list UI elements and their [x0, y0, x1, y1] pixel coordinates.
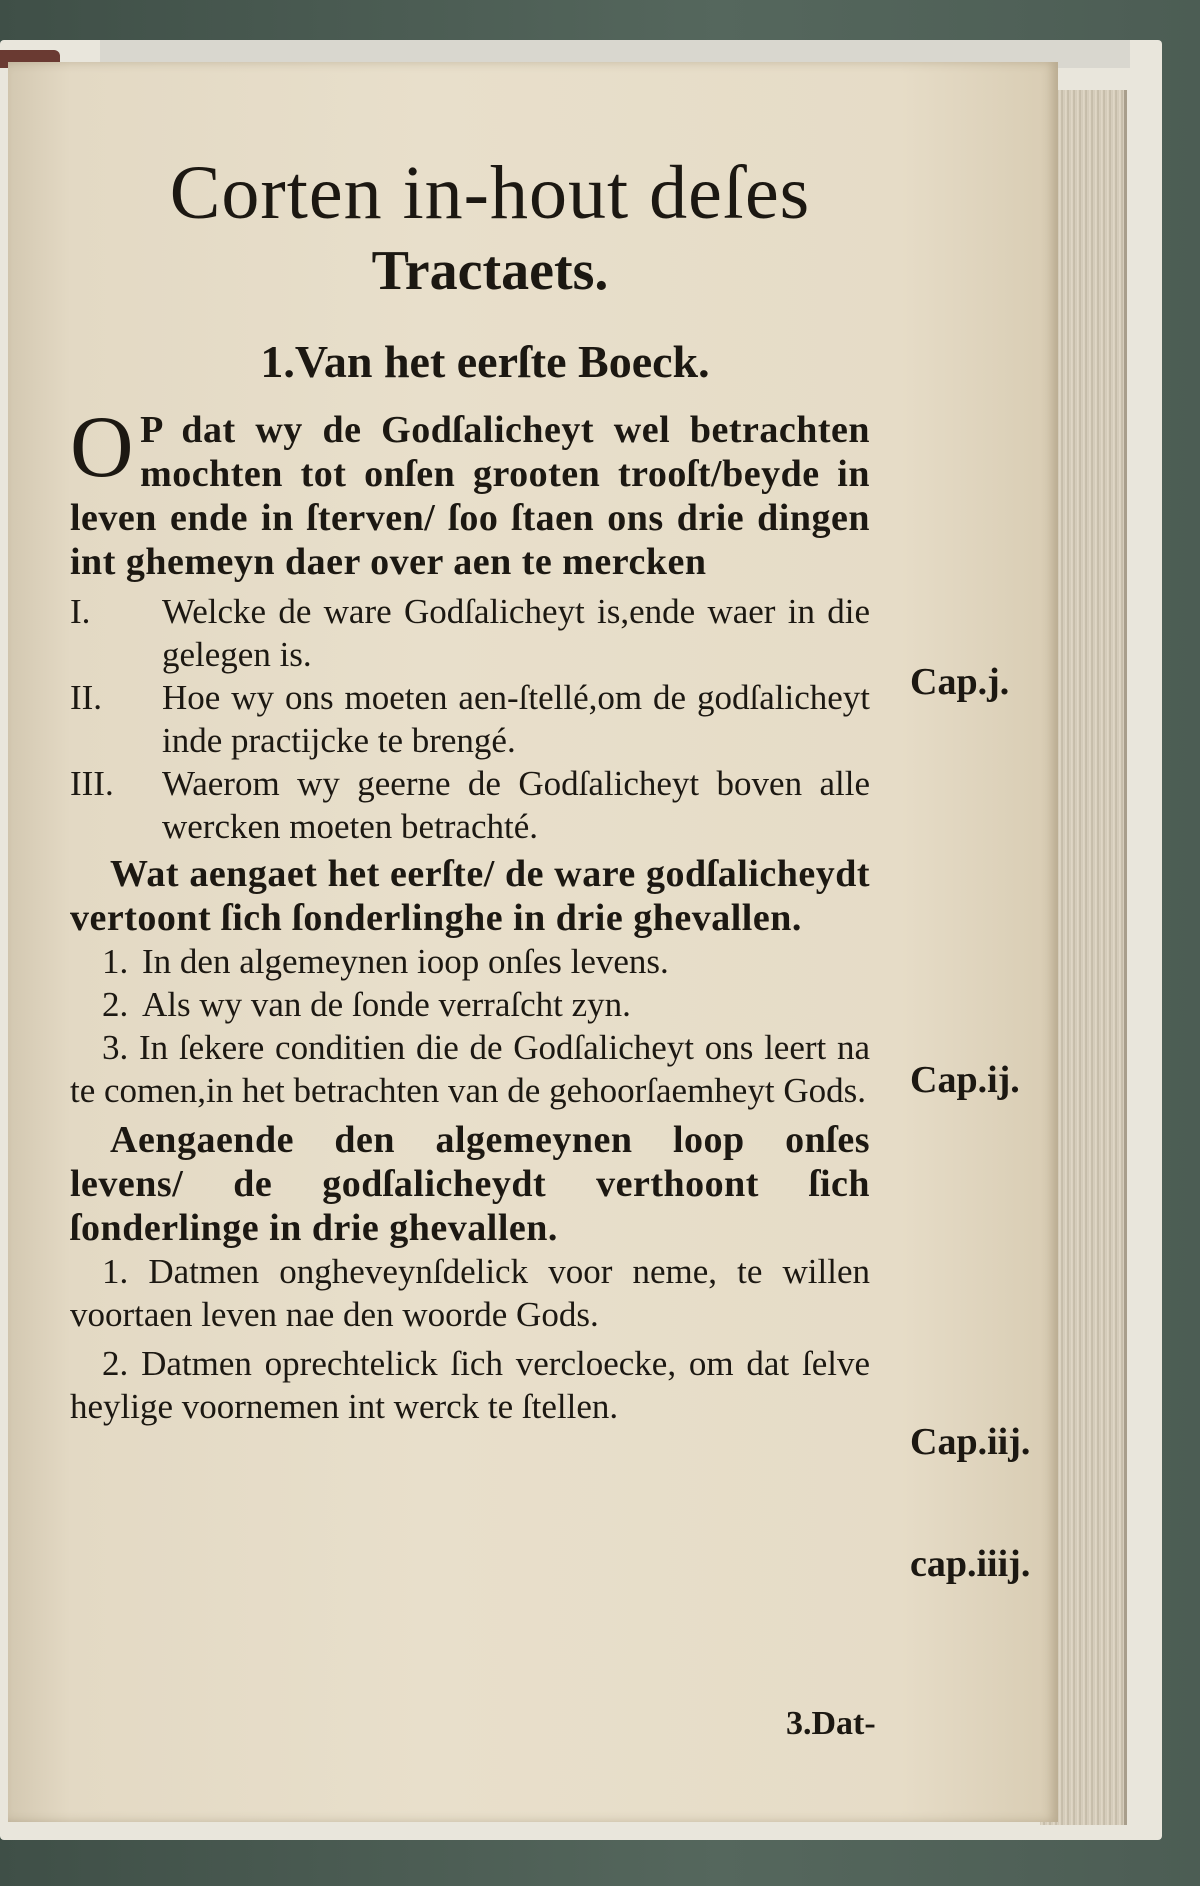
intro-paragraph	[70, 399, 870, 584]
item-text: In den algemeynen ioop onſes levens.	[142, 942, 669, 981]
item-text: Datmen ongheveynſdelick voor neme, te willen voortaen leven nae den woorde Gods.	[70, 1252, 871, 1334]
item-number: 2.	[102, 1344, 129, 1383]
list-item	[70, 590, 870, 676]
margin-note-cap3: Cap.iij.	[910, 1421, 1031, 1463]
page-text	[70, 150, 876, 1742]
section-two-list	[70, 1250, 870, 1428]
section-one-list	[70, 940, 870, 1112]
section-two-paragraph: Aengaende den algemeynen loop onſes levens/ de godſalicheydt verthoont ſich ſonderlinge in drie ghevallen.	[70, 1119, 870, 1249]
item-text: Hoe wy ons moeten aen-ſtellé,om de godſalicheyt inde practijcke te brengé.	[162, 678, 870, 760]
item-text: Waerom wy geerne de Godſalicheyt boven alle wercken moeten betrachté.	[162, 764, 870, 846]
item-number: I.	[70, 592, 91, 631]
item-number: 2.	[102, 985, 129, 1024]
book-heading: 1.Van het eerſte Boeck.	[260, 336, 710, 387]
list-item	[70, 983, 870, 1026]
item-number: 1.	[102, 1252, 129, 1291]
page-subtitle: Tractaets.	[371, 240, 609, 302]
roman-list	[70, 590, 870, 848]
list-item	[70, 1342, 870, 1428]
margin-note-cap2: Cap.ij.	[910, 1059, 1020, 1101]
item-number: 1.	[102, 942, 129, 981]
item-text: Welcke de ware Godſalicheyt is,ende waer in die gelegen is.	[162, 592, 870, 674]
item-number: III.	[70, 764, 114, 803]
margin-note-cap1: Cap.j.	[910, 661, 1010, 703]
drop-cap: O	[70, 399, 135, 496]
section-one-paragraph: Wat aengaet het eerſte/ de ware godſalicheydt vertoont ſich ſonderlinghe in drie ghevallen.	[70, 853, 870, 939]
intro-text: P dat wy de Godſalicheyt wel betrachten mochten tot onſen grooten trooſt/beyde in leven ende in ſterven/ ſoo ſtaen ons drie dingen int ghemeyn daer over aen te mercken	[70, 409, 870, 583]
item-text: Als wy van de ſonde verraſcht zyn.	[142, 985, 631, 1024]
catchword: 3.Dat-	[786, 1705, 876, 1742]
list-item	[70, 676, 870, 762]
list-item	[70, 1250, 870, 1336]
item-number: II.	[70, 678, 103, 717]
margin-note-cap4: cap.iiij.	[910, 1543, 1031, 1585]
list-item	[70, 762, 870, 848]
item-number: 3.	[102, 1028, 129, 1067]
list-item	[70, 1026, 870, 1112]
item-text: In ſekere conditien die de Godſalicheyt ons leert na te comen,in het betrachten van de gehoorſaemheyt Gods.	[70, 1028, 870, 1110]
item-text: Datmen oprechtelick ſich vercloecke, om dat ſelve heylige voornemen int werck te ſtellen.	[70, 1344, 871, 1426]
list-item	[70, 940, 870, 983]
page-title: Corten in-hout deſes	[169, 151, 811, 235]
